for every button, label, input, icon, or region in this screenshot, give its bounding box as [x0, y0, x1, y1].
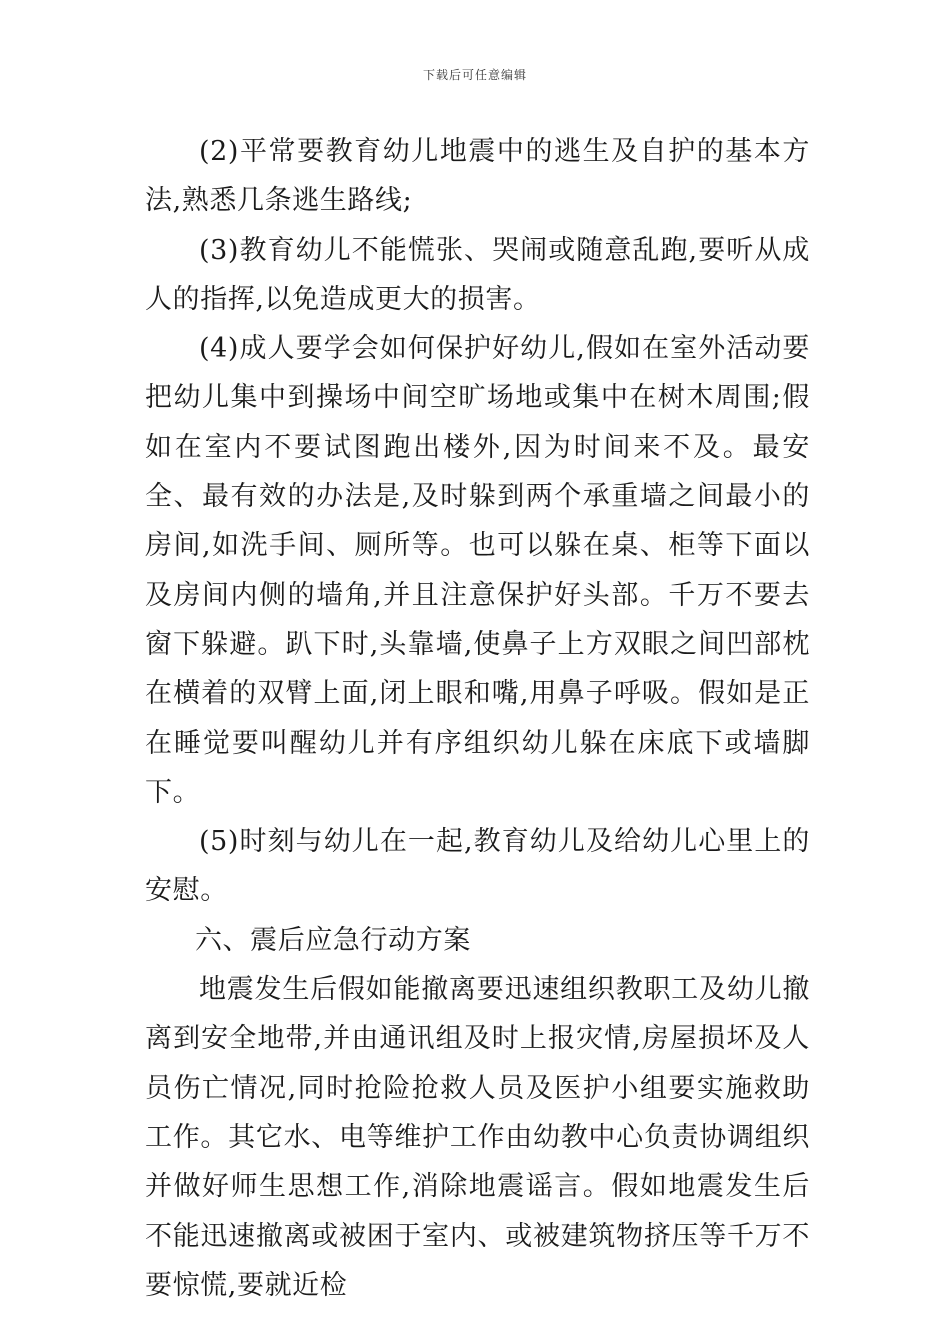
- page-header: 下载后可任意编辑: [422, 68, 527, 82]
- paragraph-item-3: (3)教育幼儿不能慌张、哭闹或随意乱跑,要听从成人的指挥,以免造成更大的损害。: [145, 234, 810, 315]
- section-heading-6: 六、震后应急行动方案: [194, 924, 471, 956]
- paragraph-item-4: (4)成人要学会如何保护好幼儿,假如在室外活动要把幼儿集中到操场中间空旷场地或集中在树木周围;假如在室内不要试图跑出楼外,因为时间来不及。最安全、最有效的办法是,及时躲到两个承重墙之间最小的房间,如洗手间、厕所等。也可以躲在桌、柜等下面以及房间内侧的墙角,并且注意保护好头部。千万不要去窗下躲避。趴下时,头靠墙,使鼻子上方双眼之间凹部枕在横着的双臂上面,闭上眼和嘴,用鼻子呼吸。假如是正在睡觉要叫醒幼儿并有序组织幼儿躲在床底下或墙脚下。: [145, 333, 810, 808]
- paragraph-item-5: (5)时刻与幼儿在一起,教育幼儿及给幼儿心里上的安慰。: [145, 826, 810, 907]
- paragraph-emergency-plan: 地震发生后假如能撤离要迅速组织教职工及幼儿撤离到安全地带,并由通讯组及时上报灾情,房屋损坏及人员伤亡情况,同时抢险抢救人员及医护小组要实施救助工作。其它水、电等维护工作由幼教中心负责协调组织并做好师生思想工作,消除地震谣言。假如地震发生后不能迅速撤离或被困于室内、或被建筑物挤压等千万不要惊慌,要就近检: [145, 974, 810, 1301]
- paragraph-item-2: (2)平常要教育幼儿地震中的逃生及自护的基本方法,熟悉几条逃生路线;: [145, 136, 810, 217]
- document-body: [145, 127, 810, 1310]
